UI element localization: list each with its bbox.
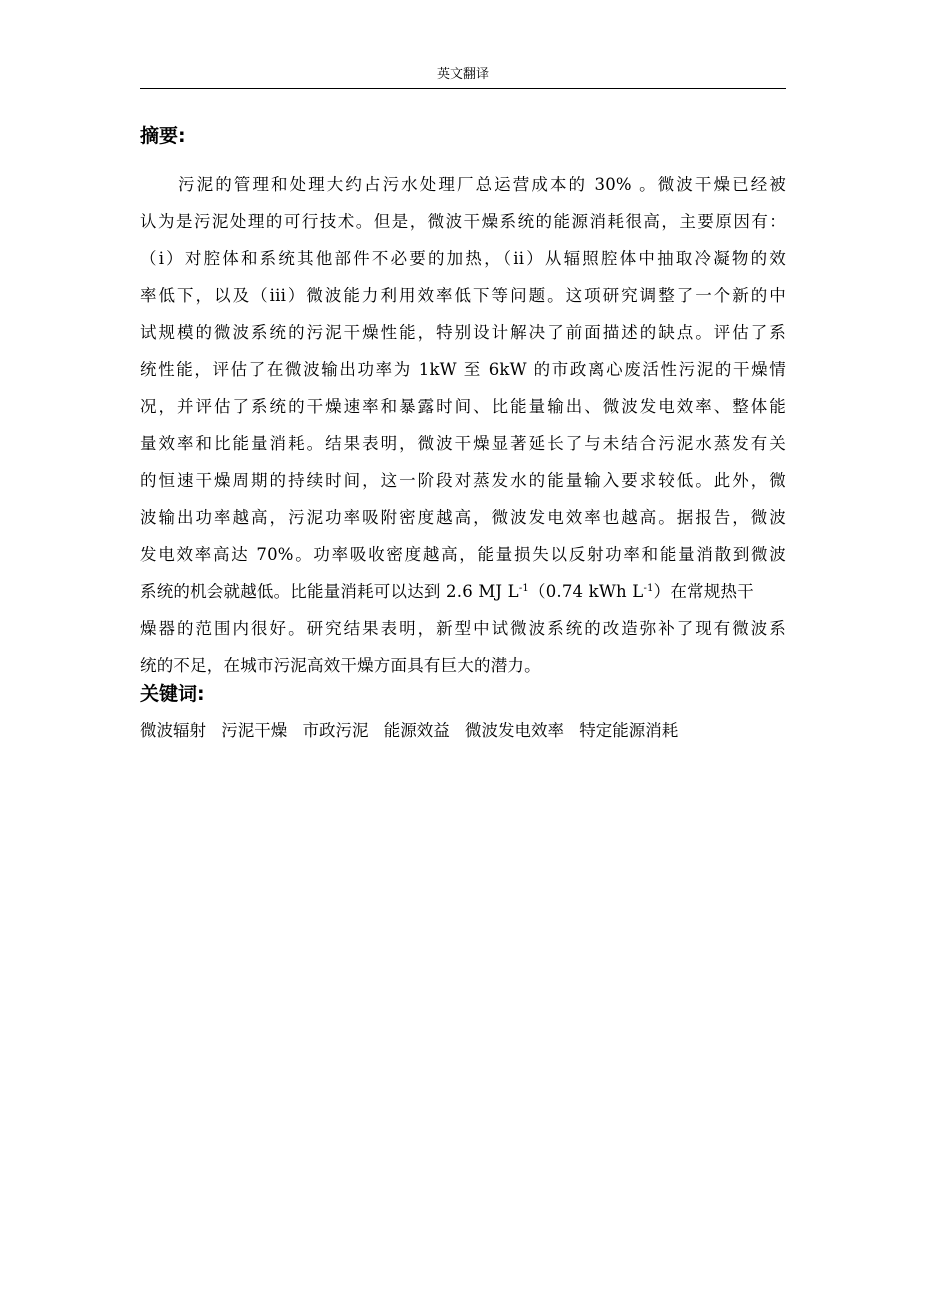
abstract-line: 的恒速干燥周期的持续时间，这一阶段对蒸发水的能量输入要求较低。此外，微 xyxy=(140,471,786,490)
superscript: -1 xyxy=(643,583,654,594)
keyword: 微波发电效率 xyxy=(465,721,564,740)
abstract-heading: 摘要: xyxy=(140,125,186,147)
running-header: 英文翻译 xyxy=(436,67,489,82)
abstract-body xyxy=(140,166,786,684)
header-rule xyxy=(140,88,786,89)
abstract-line: 量效率和比能量消耗。结果表明，微波干燥显著延长了与未结合污泥水蒸发有关 xyxy=(140,434,786,453)
abstract-line: 统的不足，在城市污泥高效干燥方面具有巨大的潜力。 xyxy=(140,656,541,675)
abstract-line: 污泥的管理和处理大约占污水处理厂总运营成本的 30% 。微波干燥已经被 xyxy=(178,175,786,194)
abstract-line: 况，并评估了系统的干燥速率和暴露时间、比能量输出、微波发电效率、整体能 xyxy=(140,397,786,416)
abstract-text: ）在常规热干 xyxy=(653,582,754,601)
abstract-line-with-units xyxy=(140,573,786,610)
keyword: 特定能源消耗 xyxy=(579,721,679,740)
abstract-line: （i）对腔体和系统其他部件不必要的加热，（ii）从辐照腔体中抽取冷凝物的效 xyxy=(140,249,786,268)
abstract-line: 燥器的范围内很好。研究结果表明，新型中试微波系统的改造弥补了现有微波系 xyxy=(140,619,786,638)
keywords-list xyxy=(140,716,786,746)
keyword: 污泥干燥 xyxy=(221,721,288,740)
keyword: 市政污泥 xyxy=(302,721,369,740)
abstract-line: 波输出功率越高，污泥功率吸附密度越高，微波发电效率也越高。据报告，微波 xyxy=(140,508,786,527)
abstract-line: 发电效率高达 70%。功率吸收密度越高，能量损失以反射功率和能量消散到微波 xyxy=(140,545,786,564)
keyword: 微波辐射 xyxy=(140,721,206,740)
keyword: 能源效益 xyxy=(383,721,450,740)
abstract-text: （0.74 kWh L xyxy=(529,582,644,601)
abstract-line: 试规模的微波系统的污泥干燥性能，特别设计解决了前面描述的缺点。评估了系 xyxy=(140,323,786,342)
keywords-heading: 关键词: xyxy=(140,683,205,705)
abstract-text: 系统的机会就越低。比能量消耗可以达到 2.6 MJ L xyxy=(140,582,519,601)
superscript: -1 xyxy=(518,583,529,594)
abstract-line: 率低下，以及（iii）微波能力利用效率低下等问题。这项研究调整了一个新的中 xyxy=(140,286,786,305)
abstract-line: 统性能，评估了在微波输出功率为 1kW 至 6kW 的市政离心废活性污泥的干燥情 xyxy=(140,360,786,379)
abstract-line: 认为是污泥处理的可行技术。但是，微波干燥系统的能源消耗很高，主要原因有： xyxy=(140,212,786,231)
